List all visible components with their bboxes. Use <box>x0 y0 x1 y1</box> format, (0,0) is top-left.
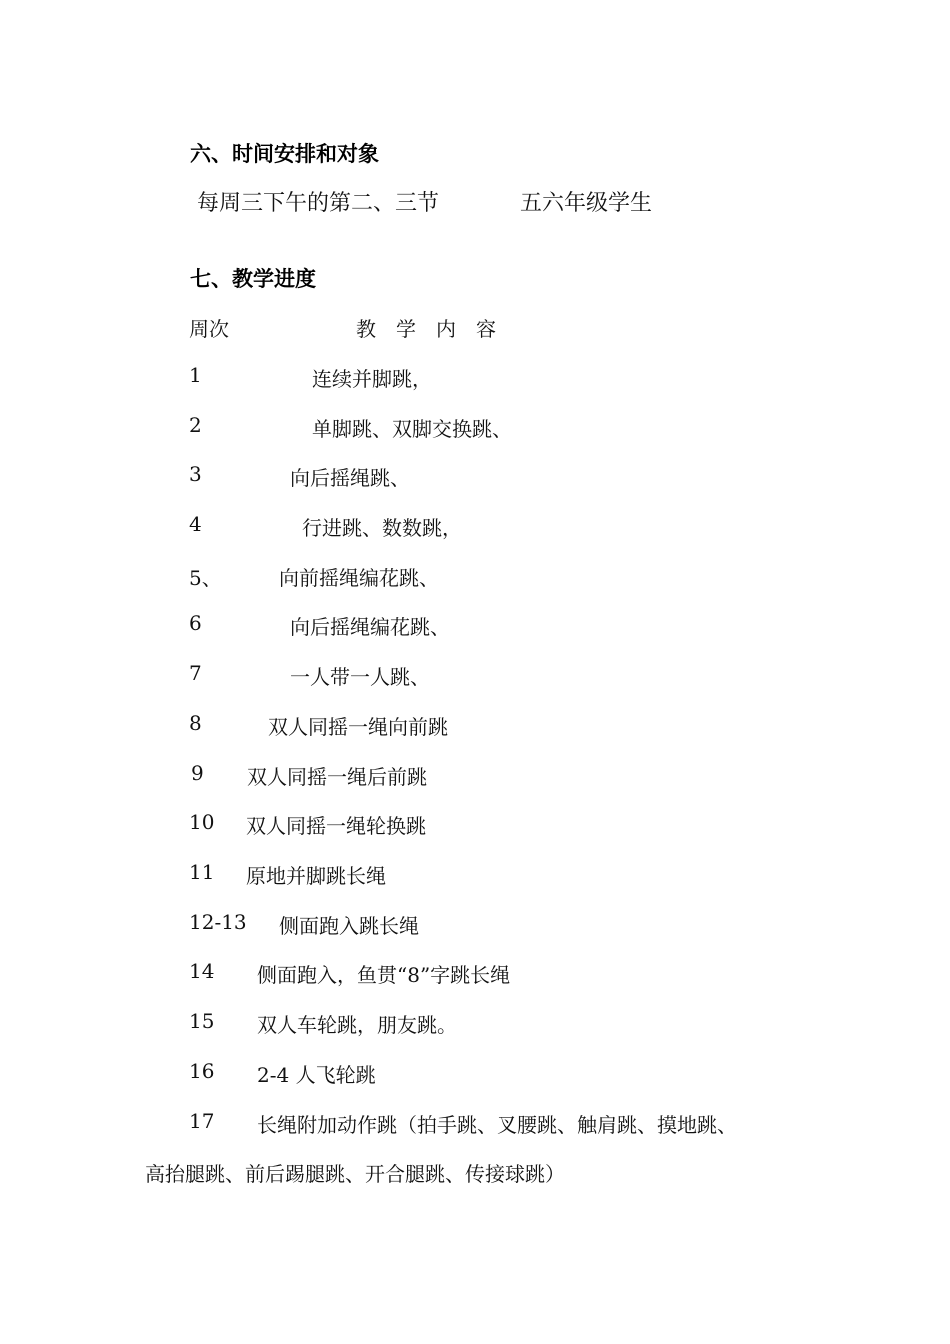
row-content: 一人带一人跳、 <box>290 665 430 689</box>
row-content: 长绳附加动作跳（拍手跳、叉腰跳、触肩跳、摸地跳、 <box>257 1113 737 1137</box>
row-week: 8 <box>189 711 202 735</box>
row-content: 行进跳、数数跳， <box>302 516 462 540</box>
row-week: 15 <box>189 1009 215 1033</box>
schedule-target: 五六年级学生 <box>520 191 653 216</box>
row-content: 双人同摇一绳后前跳 <box>247 765 427 789</box>
row-week: 7 <box>189 661 202 685</box>
row-week: 14 <box>189 959 215 983</box>
row-week: 1 <box>189 363 202 387</box>
row-week: 9 <box>191 761 204 785</box>
row-content: 原地并脚跳长绳 <box>246 864 386 888</box>
row-week: 5、 <box>189 566 222 590</box>
row-content: 双人车轮跳，朋友跳。 <box>257 1013 457 1037</box>
row-week: 2 <box>189 413 202 437</box>
row-week: 12-13 <box>189 910 247 934</box>
row-content: 双人同摇一绳轮换跳 <box>246 814 426 838</box>
row-content: 连续并脚跳， <box>312 367 432 391</box>
row-week: 6 <box>189 611 202 635</box>
header-content: 教 学 内 容 <box>356 317 496 341</box>
row-content: 侧面跑入，鱼贯“8”字跳长绳 <box>257 963 511 987</box>
row-content: 2-4 人飞轮跳 <box>257 1063 376 1087</box>
section-6-heading: 六、时间安排和对象 <box>190 142 379 166</box>
header-week: 周次 <box>189 317 229 341</box>
row-week: 10 <box>189 810 215 834</box>
row-week: 16 <box>189 1059 215 1083</box>
row-continuation: 高抬腿跳、前后踢腿跳、开合腿跳、传接球跳） <box>145 1162 565 1186</box>
row-content: 双人同摇一绳向前跳 <box>268 715 448 739</box>
row-content: 向后摇绳编花跳、 <box>290 615 450 639</box>
row-content: 向后摇绳跳、 <box>290 466 410 490</box>
row-week: 17 <box>189 1109 215 1133</box>
row-week: 11 <box>189 860 215 884</box>
row-week: 4 <box>189 512 202 536</box>
schedule-time: 每周三下午的第二、三节 <box>197 191 440 216</box>
section-7-heading: 七、教学进度 <box>190 267 316 291</box>
row-content: 单脚跳、双脚交换跳、 <box>312 417 512 441</box>
row-content: 向前摇绳编花跳、 <box>279 566 439 590</box>
row-content: 侧面跑入跳长绳 <box>279 914 419 938</box>
row-week: 3 <box>189 462 202 486</box>
